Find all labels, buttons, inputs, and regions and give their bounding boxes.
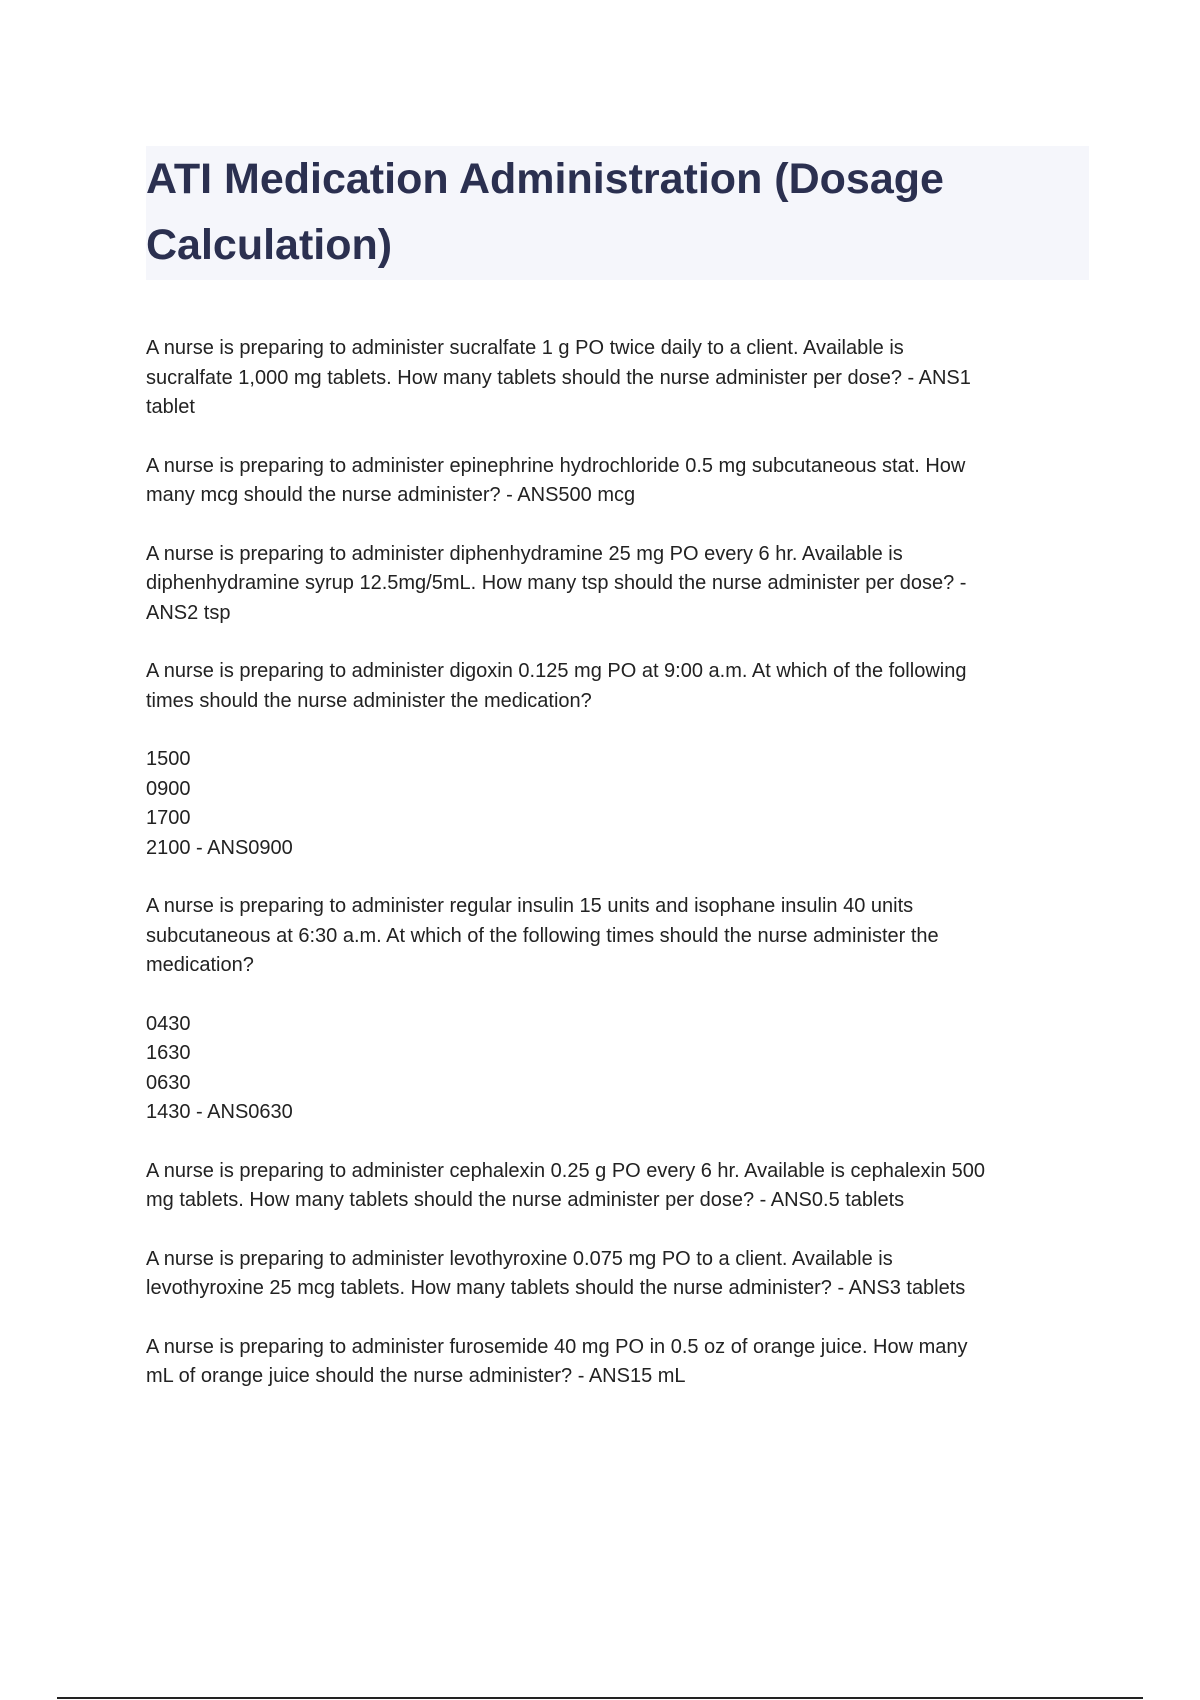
question-sucralfate: A nurse is preparing to administer sucralfate 1 g PO twice daily to a client. Available is sucralfate 1,000 mg tablets. How many tablets should the nurse administer per dose? - ANS1 tablet	[146, 337, 971, 418]
options-insulin: 0430 1630 0630 1430 - ANS0630	[146, 1012, 293, 1123]
question-insulin: A nurse is preparing to administer regular insulin 15 units and isophane insulin 40 units subcutaneous at 6:30 a.m. At which of the following times should the nurse administer the medication?	[146, 895, 939, 976]
footer-divider	[57, 1697, 1143, 1699]
question-digoxin: A nurse is preparing to administer digoxin 0.125 mg PO at 9:00 a.m. At which of the following times should the nurse administer the medication?	[146, 660, 967, 712]
options-digoxin: 1500 0900 1700 2100 - ANS0900	[146, 748, 293, 859]
question-levothyroxine: A nurse is preparing to administer levothyroxine 0.075 mg PO to a client. Available is levothyroxine 25 mcg tablets. How many tablets should the nurse administer? - ANS3 tablets	[146, 1247, 966, 1299]
question-furosemide: A nurse is preparing to administer furosemide 40 mg PO in 0.5 oz of orange juice. How many mL of orange juice should the nurse administer? - ANS15 mL	[146, 1335, 968, 1387]
question-epinephrine: A nurse is preparing to administer epinephrine hydrochloride 0.5 mg subcutaneous stat. How many mcg should the nurse administer? - ANS500 mcg	[146, 454, 966, 506]
page-title: ATI Medication Administration (Dosage Calculation)	[146, 155, 944, 269]
question-diphenhydramine: A nurse is preparing to administer diphenhydramine 25 mg PO every 6 hr. Available is diphenhydramine syrup 12.5mg/5mL. How many tsp should the nurse administer per dose? - ANS2 tsp	[146, 542, 967, 624]
document-body	[146, 334, 1086, 1421]
title-banner	[146, 146, 1089, 280]
question-cephalexin: A nurse is preparing to administer cephalexin 0.25 g PO every 6 hr. Available is cephalexin 500 mg tablets. How many tablets should the nurse administer per dose? - ANS0.5 tablets	[146, 1159, 986, 1211]
